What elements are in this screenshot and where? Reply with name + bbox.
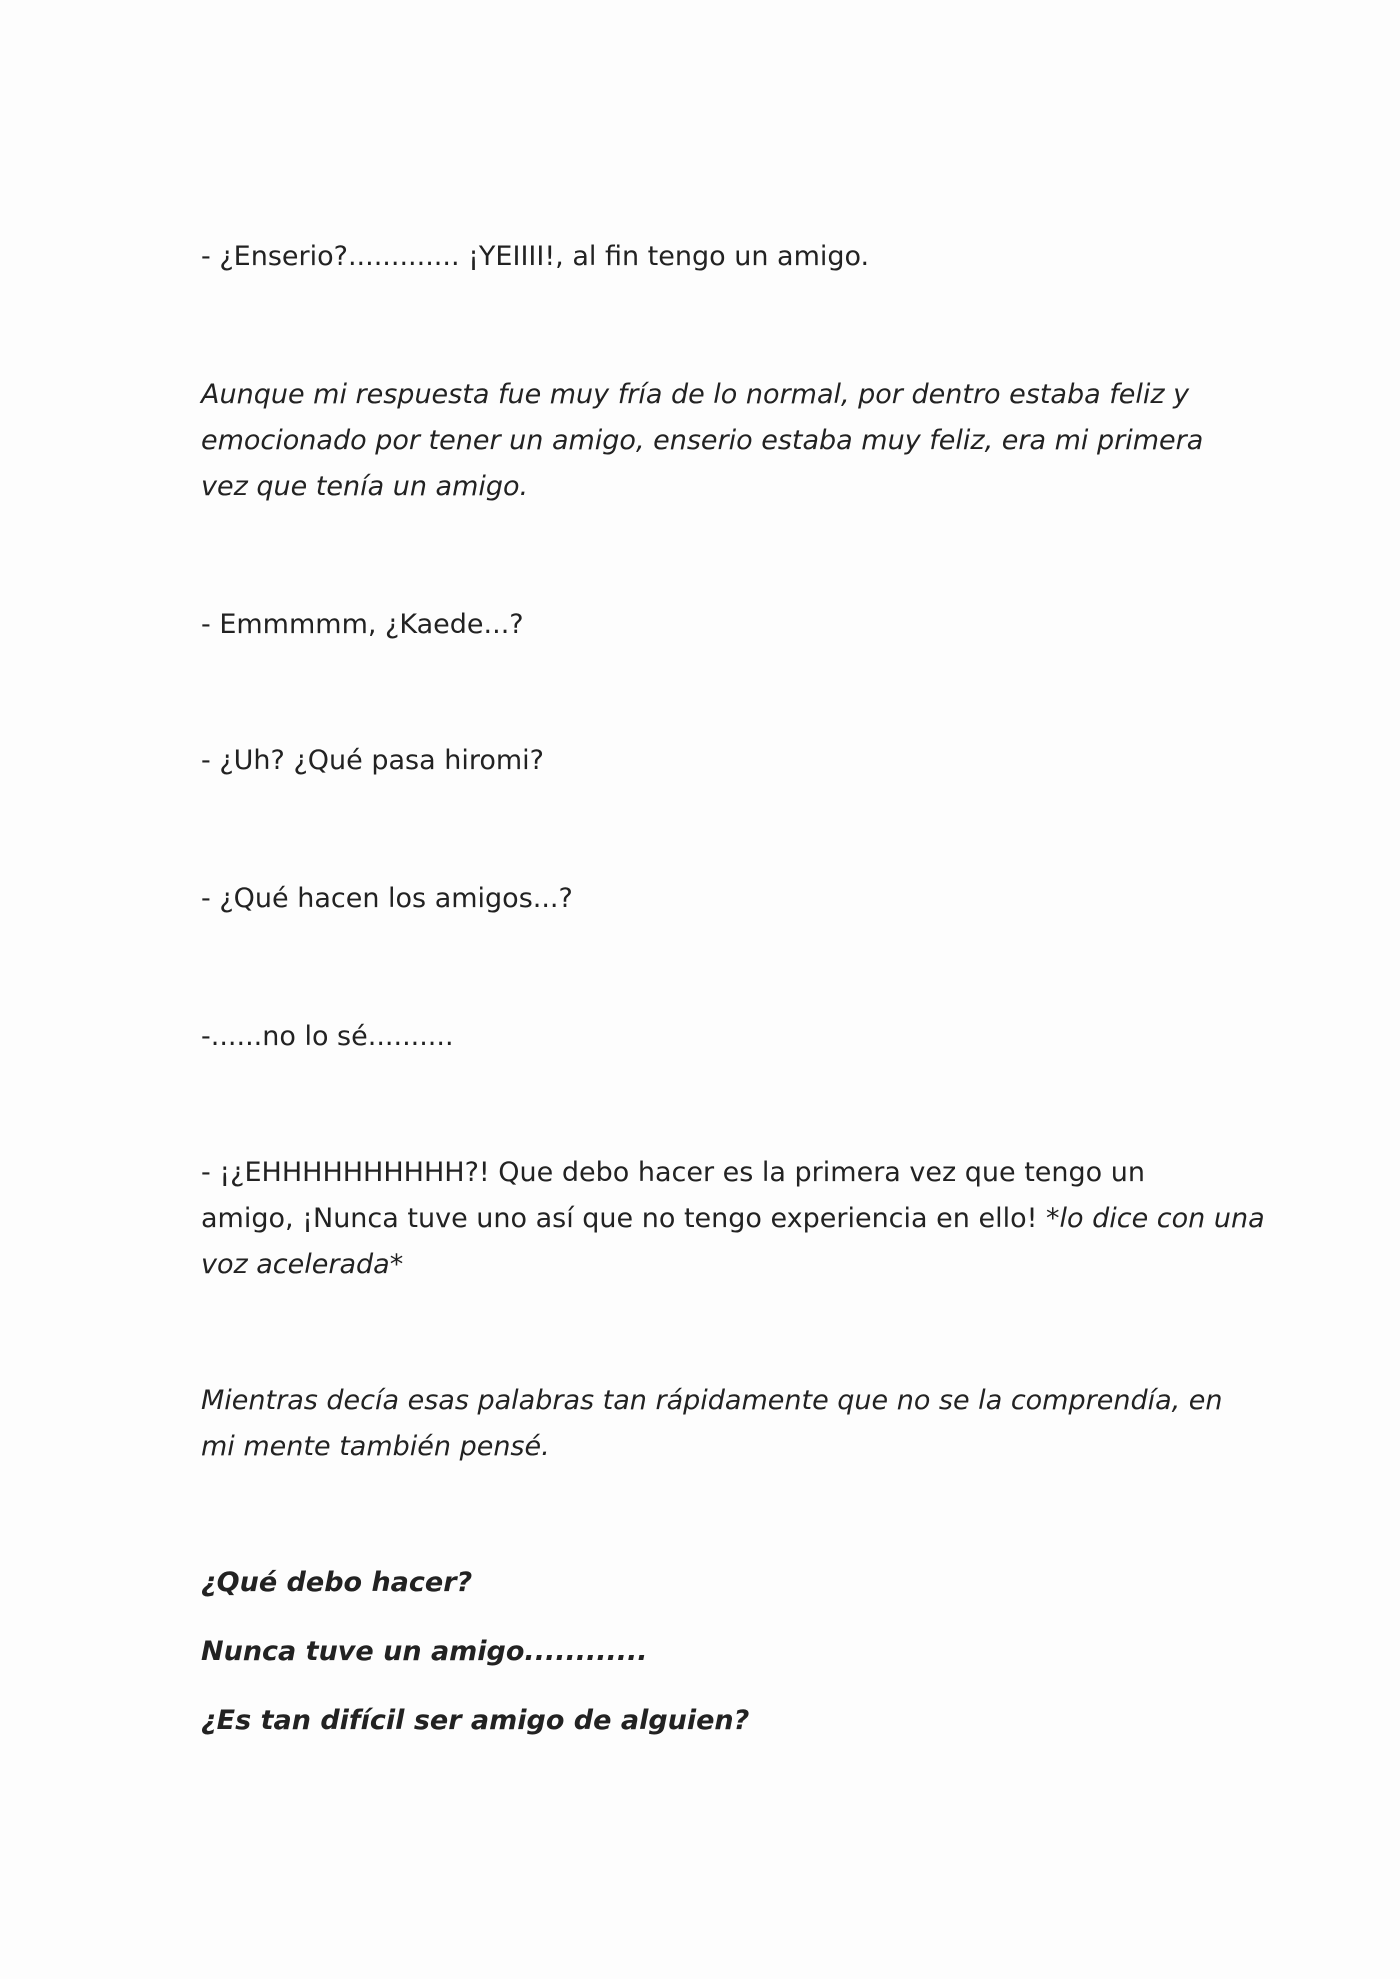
narration-1-row-2: emocionado por tener un amigo, enserio estaba muy feliz, era mi primera [201, 425, 1204, 456]
dialogue-line-no-lo-se: -......no lo sé.......... [201, 1021, 454, 1052]
narration-2-row-1: Mientras decía esas palabras tan rápidamente que no se la comprendía, en [201, 1385, 1223, 1416]
dialogue-line-que-hacen: - ¿Qué hacen los amigos...? [201, 883, 573, 914]
narration-1-row-1: Aunque mi respuesta fue muy fría de lo normal, por dentro estaba feliz y [201, 379, 1190, 410]
narration-1-row-3: vez que tenía un amigo. [201, 471, 529, 502]
narration-paragraph-1 [201, 372, 1204, 510]
narration-paragraph-2 [201, 1378, 1223, 1470]
dialogue-line-uh: - ¿Uh? ¿Qué pasa hiromi? [201, 745, 544, 776]
narration-2-row-2: mi mente también pensé. [201, 1431, 550, 1462]
thought-line-1: ¿Qué debo hacer? [201, 1567, 473, 1598]
thought-line-2: Nunca tuve un amigo............ [201, 1636, 648, 1667]
dialogue-line-emmmmm: - Emmmmm, ¿Kaede...? [201, 609, 524, 640]
dialogue-paragraph-ehhh [201, 1150, 1265, 1288]
thought-line-3: ¿Es tan difícil ser amigo de alguien? [201, 1705, 750, 1736]
dialogue-line-enserio: - ¿Enserio?............. ¡YEIIII!, al fin tengo un amigo. [201, 241, 870, 272]
dialogue-ehhh-row-1: - ¡¿EHHHHHHHHHH?! Que debo hacer es la primera vez que tengo un [201, 1157, 1145, 1188]
dialogue-ehhh-row-3: voz acelerada* [201, 1249, 404, 1280]
dialogue-ehhh-row-2 [201, 1196, 1265, 1242]
dialogue-ehhh-row-2-italic: *lo dice con una [1046, 1203, 1265, 1234]
dialogue-ehhh-row-2-plain: amigo, ¡Nunca tuve uno así que no tengo experiencia en ello! [201, 1203, 1047, 1234]
